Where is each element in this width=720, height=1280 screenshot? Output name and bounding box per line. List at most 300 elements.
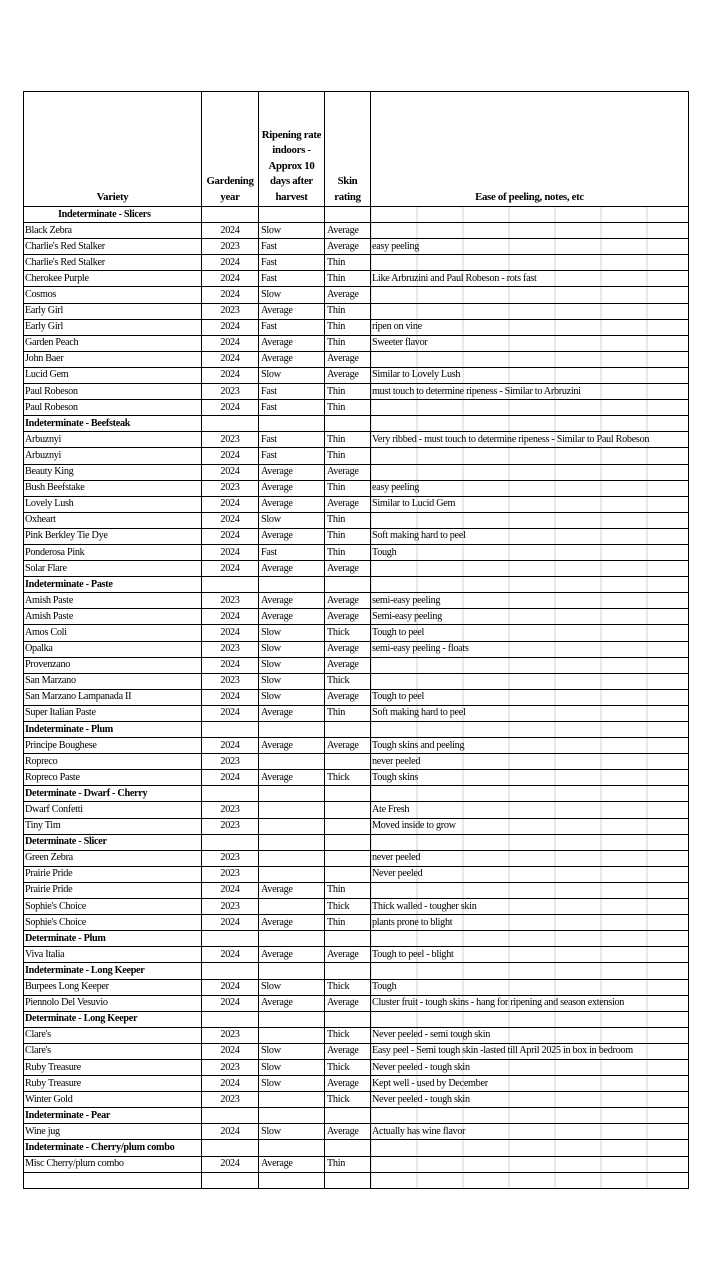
table-row [24, 882, 689, 898]
cell-ripening-rate: Slow [259, 641, 325, 657]
cell-ripening-rate: Average [259, 528, 325, 544]
cell-skin-rating [325, 754, 371, 770]
section-empty-cell [371, 577, 689, 593]
cell-skin-rating: Average [325, 223, 371, 239]
cell-variety: Misc Cherry/plum combo [24, 1156, 202, 1172]
cell-year: 2024 [202, 561, 259, 577]
section-empty-cell [325, 1011, 371, 1027]
section-empty-cell [325, 1140, 371, 1156]
cell-notes: Very ribbed - must touch to determine ripeness - Similar to Paul Robeson [371, 432, 689, 448]
section-empty-cell [371, 963, 689, 979]
cell-skin-rating: Average [325, 641, 371, 657]
cell-notes [371, 351, 689, 367]
header-skin-rating: Skin rating [325, 92, 371, 207]
cell-skin-rating: Thick [325, 625, 371, 641]
cell-variety [24, 1172, 202, 1188]
section-title: Indeterminate - Plum [24, 722, 202, 738]
cell-ripening-rate: Fast [259, 448, 325, 464]
section-header-row [24, 786, 689, 802]
cell-year: 2023 [202, 899, 259, 915]
cell-skin-rating: Thin [325, 400, 371, 416]
cell-variety: San Marzano Lampanada II [24, 689, 202, 705]
cell-variety: Cosmos [24, 287, 202, 303]
section-empty-cell [325, 207, 371, 223]
section-title: Determinate - Slicer [24, 834, 202, 850]
cell-notes [371, 287, 689, 303]
table-row [24, 432, 689, 448]
cell-year: 2024 [202, 770, 259, 786]
cell-year: 2024 [202, 625, 259, 641]
cell-variety: Early Girl [24, 303, 202, 319]
cell-ripening-rate: Fast [259, 400, 325, 416]
cell-notes: Soft making hard to peel [371, 705, 689, 721]
cell-year: 2023 [202, 850, 259, 866]
cell-notes: Tough to peel [371, 625, 689, 641]
cell-variety: Dwarf Confetti [24, 802, 202, 818]
cell-notes: Like Arbruzini and Paul Robeson - rots fast [371, 271, 689, 287]
section-header-row [24, 1140, 689, 1156]
cell-notes: Easy peel - Semi tough skin -lasted till April 2025 in box in bedroom [371, 1043, 689, 1059]
section-title: Determinate - Plum [24, 931, 202, 947]
cell-year: 2024 [202, 979, 259, 995]
cell-skin-rating: Thick [325, 673, 371, 689]
section-title: Indeterminate - Slicers [24, 207, 202, 223]
cell-year: 2023 [202, 480, 259, 496]
cell-ripening-rate: Average [259, 303, 325, 319]
cell-variety: Super Italian Paste [24, 705, 202, 721]
cell-ripening-rate [259, 802, 325, 818]
cell-notes [371, 1172, 689, 1188]
cell-skin-rating: Thin [325, 255, 371, 271]
section-empty-cell [325, 722, 371, 738]
cell-year: 2024 [202, 496, 259, 512]
cell-year: 2024 [202, 544, 259, 560]
cell-skin-rating: Thick [325, 1092, 371, 1108]
cell-year: 2024 [202, 223, 259, 239]
cell-year: 2024 [202, 657, 259, 673]
section-empty-cell [202, 722, 259, 738]
cell-ripening-rate: Slow [259, 512, 325, 528]
cell-skin-rating: Thick [325, 1027, 371, 1043]
section-empty-cell [325, 416, 371, 432]
section-header-row [24, 963, 689, 979]
cell-ripening-rate: Fast [259, 319, 325, 335]
cell-skin-rating: Average [325, 239, 371, 255]
cell-variety: Charlie's Red Stalker [24, 255, 202, 271]
table-row [24, 641, 689, 657]
cell-ripening-rate: Average [259, 947, 325, 963]
cell-notes: Kept well - used by December [371, 1076, 689, 1092]
cell-skin-rating: Average [325, 367, 371, 383]
table-row [24, 223, 689, 239]
cell-ripening-rate [259, 850, 325, 866]
cell-notes: Tough skins [371, 770, 689, 786]
section-header-row [24, 416, 689, 432]
section-empty-cell [325, 834, 371, 850]
cell-notes [371, 448, 689, 464]
header-notes: Ease of peeling, notes, etc [371, 92, 689, 207]
cell-ripening-rate: Average [259, 480, 325, 496]
table-row [24, 705, 689, 721]
cell-year: 2024 [202, 464, 259, 480]
cell-ripening-rate: Slow [259, 657, 325, 673]
cell-notes: Actually has wine flavor [371, 1124, 689, 1140]
table-row [24, 770, 689, 786]
cell-variety: Solar Flare [24, 561, 202, 577]
cell-skin-rating: Average [325, 1043, 371, 1059]
cell-year: 2024 [202, 367, 259, 383]
table-row [24, 1059, 689, 1075]
cell-variety: Amish Paste [24, 609, 202, 625]
table-row [24, 303, 689, 319]
section-empty-cell [259, 963, 325, 979]
cell-ripening-rate [259, 1172, 325, 1188]
cell-ripening-rate: Fast [259, 271, 325, 287]
cell-skin-rating: Thin [325, 882, 371, 898]
cell-ripening-rate [259, 899, 325, 915]
cell-year: 2023 [202, 432, 259, 448]
cell-notes: Never peeled - tough skin [371, 1059, 689, 1075]
table-row [24, 657, 689, 673]
cell-notes: never peeled [371, 850, 689, 866]
section-empty-cell [202, 1140, 259, 1156]
table-row [24, 947, 689, 963]
section-empty-cell [325, 963, 371, 979]
cell-ripening-rate [259, 1027, 325, 1043]
table-row [24, 496, 689, 512]
cell-skin-rating: Thin [325, 432, 371, 448]
table-row [24, 754, 689, 770]
cell-ripening-rate: Average [259, 335, 325, 351]
cell-notes: plants prone to blight [371, 915, 689, 931]
cell-variety: Ponderosa Pink [24, 544, 202, 560]
cell-year: 2024 [202, 1076, 259, 1092]
cell-year: 2024 [202, 947, 259, 963]
cell-year: 2024 [202, 915, 259, 931]
cell-notes [371, 561, 689, 577]
cell-variety: Oxheart [24, 512, 202, 528]
section-empty-cell [371, 834, 689, 850]
cell-ripening-rate: Slow [259, 1043, 325, 1059]
section-empty-cell [371, 722, 689, 738]
cell-notes: semi-easy peeling - floats [371, 641, 689, 657]
section-empty-cell [371, 207, 689, 223]
section-empty-cell [202, 416, 259, 432]
cell-year: 2024 [202, 528, 259, 544]
cell-skin-rating: Thin [325, 705, 371, 721]
cell-variety: Ropreco [24, 754, 202, 770]
cell-ripening-rate: Slow [259, 625, 325, 641]
cell-year: 2023 [202, 384, 259, 400]
cell-year: 2024 [202, 512, 259, 528]
cell-skin-rating: Thin [325, 384, 371, 400]
cell-year: 2024 [202, 1043, 259, 1059]
section-empty-cell [259, 416, 325, 432]
cell-variety: Ropreco Paste [24, 770, 202, 786]
cell-variety: Arbuznyi [24, 448, 202, 464]
cell-ripening-rate: Average [259, 1156, 325, 1172]
cell-ripening-rate: Fast [259, 384, 325, 400]
cell-variety: Charlie's Red Stalker [24, 239, 202, 255]
cell-skin-rating [325, 802, 371, 818]
section-empty-cell [259, 577, 325, 593]
cell-ripening-rate: Slow [259, 673, 325, 689]
cell-notes [371, 255, 689, 271]
cell-ripening-rate: Average [259, 770, 325, 786]
cell-year: 2024 [202, 335, 259, 351]
cell-variety: Amish Paste [24, 593, 202, 609]
cell-variety: Clare's [24, 1027, 202, 1043]
cell-year [202, 1172, 259, 1188]
cell-variety: Paul Robeson [24, 400, 202, 416]
section-empty-cell [325, 786, 371, 802]
section-empty-cell [202, 1108, 259, 1124]
table-row [24, 1043, 689, 1059]
section-header-row [24, 1108, 689, 1124]
header-year: Gardening year [202, 92, 259, 207]
table-row [24, 480, 689, 496]
cell-year: 2023 [202, 866, 259, 882]
cell-year: 2024 [202, 400, 259, 416]
table-row [24, 850, 689, 866]
cell-notes: Moved inside to grow [371, 818, 689, 834]
table-row [24, 271, 689, 287]
cell-year: 2024 [202, 705, 259, 721]
cell-notes: Tough to peel [371, 689, 689, 705]
table-body [24, 207, 689, 1189]
cell-skin-rating: Thick [325, 899, 371, 915]
cell-year: 2023 [202, 593, 259, 609]
table-row [24, 335, 689, 351]
section-empty-cell [371, 786, 689, 802]
cell-variety: Paul Robeson [24, 384, 202, 400]
cell-year: 2023 [202, 641, 259, 657]
section-title: Indeterminate - Long Keeper [24, 963, 202, 979]
table-row [24, 561, 689, 577]
cell-variety: Prairie Pride [24, 882, 202, 898]
cell-variety: Lucid Gem [24, 367, 202, 383]
cell-skin-rating: Thin [325, 544, 371, 560]
cell-ripening-rate: Slow [259, 367, 325, 383]
cell-variety: Ruby Treasure [24, 1059, 202, 1075]
cell-skin-rating: Thin [325, 512, 371, 528]
section-empty-cell [259, 1108, 325, 1124]
cell-variety: Winter Gold [24, 1092, 202, 1108]
cell-notes [371, 657, 689, 673]
cell-skin-rating: Thin [325, 448, 371, 464]
table-row [24, 738, 689, 754]
table-row [24, 319, 689, 335]
cell-year: 2024 [202, 448, 259, 464]
table-row [24, 528, 689, 544]
cell-ripening-rate: Fast [259, 255, 325, 271]
table-row [24, 866, 689, 882]
table-row [24, 673, 689, 689]
cell-variety: Amos Coli [24, 625, 202, 641]
cell-variety: Provenzano [24, 657, 202, 673]
cell-skin-rating: Average [325, 496, 371, 512]
cell-skin-rating [325, 850, 371, 866]
cell-notes: Tough [371, 544, 689, 560]
cell-notes: Semi-easy peeling [371, 609, 689, 625]
tomato-variety-table [23, 91, 689, 1189]
cell-ripening-rate: Slow [259, 979, 325, 995]
cell-ripening-rate: Average [259, 738, 325, 754]
section-empty-cell [202, 931, 259, 947]
table-row [24, 287, 689, 303]
cell-notes: Never peeled [371, 866, 689, 882]
section-empty-cell [202, 963, 259, 979]
cell-notes: Cluster fruit - tough skins - hang for ripening and season extension [371, 995, 689, 1011]
cell-notes: Tough to peel - blight [371, 947, 689, 963]
cell-notes: Tough skins and peeling [371, 738, 689, 754]
table-row [24, 1156, 689, 1172]
section-empty-cell [371, 1140, 689, 1156]
cell-year: 2023 [202, 1092, 259, 1108]
cell-skin-rating: Average [325, 947, 371, 963]
cell-skin-rating: Thin [325, 319, 371, 335]
header-row [24, 92, 689, 207]
cell-year: 2023 [202, 239, 259, 255]
section-title: Indeterminate - Paste [24, 577, 202, 593]
cell-skin-rating: Average [325, 351, 371, 367]
cell-notes: Never peeled - semi tough skin [371, 1027, 689, 1043]
cell-notes: never peeled [371, 754, 689, 770]
section-empty-cell [371, 931, 689, 947]
cell-ripening-rate [259, 1092, 325, 1108]
cell-variety: Viva Italia [24, 947, 202, 963]
section-empty-cell [259, 786, 325, 802]
cell-variety: Prairie Pride [24, 866, 202, 882]
table-row [24, 625, 689, 641]
cell-skin-rating: Average [325, 689, 371, 705]
header-variety: Variety [24, 92, 202, 207]
table-row [24, 818, 689, 834]
table-row [24, 1172, 689, 1188]
cell-notes [371, 464, 689, 480]
section-empty-cell [202, 207, 259, 223]
cell-variety: Ruby Treasure [24, 1076, 202, 1092]
cell-year: 2024 [202, 1124, 259, 1140]
cell-skin-rating: Thin [325, 1156, 371, 1172]
section-empty-cell [259, 931, 325, 947]
section-empty-cell [259, 1011, 325, 1027]
cell-ripening-rate: Slow [259, 223, 325, 239]
table-row [24, 1076, 689, 1092]
cell-year: 2023 [202, 303, 259, 319]
cell-year: 2024 [202, 351, 259, 367]
cell-variety: Wine jug [24, 1124, 202, 1140]
cell-year: 2024 [202, 271, 259, 287]
cell-notes [371, 673, 689, 689]
cell-skin-rating: Average [325, 738, 371, 754]
cell-variety: Green Zebra [24, 850, 202, 866]
table-row [24, 802, 689, 818]
cell-skin-rating: Average [325, 561, 371, 577]
cell-ripening-rate: Average [259, 995, 325, 1011]
cell-ripening-rate: Slow [259, 689, 325, 705]
section-title: Determinate - Long Keeper [24, 1011, 202, 1027]
cell-ripening-rate: Fast [259, 432, 325, 448]
cell-skin-rating: Thin [325, 528, 371, 544]
cell-ripening-rate: Slow [259, 287, 325, 303]
table-row [24, 1124, 689, 1140]
table-row [24, 544, 689, 560]
section-empty-cell [371, 1108, 689, 1124]
cell-variety: Principe Boughese [24, 738, 202, 754]
cell-variety: Burpees Long Keeper [24, 979, 202, 995]
cell-skin-rating: Average [325, 995, 371, 1011]
section-empty-cell [259, 1140, 325, 1156]
section-empty-cell [202, 577, 259, 593]
cell-notes: Tough [371, 979, 689, 995]
section-empty-cell [325, 1108, 371, 1124]
cell-year: 2023 [202, 1059, 259, 1075]
cell-notes: must touch to determine ripeness - Similar to Arbruzini [371, 384, 689, 400]
cell-variety: Early Girl [24, 319, 202, 335]
cell-notes [371, 882, 689, 898]
cell-variety: Bush Beefstake [24, 480, 202, 496]
cell-ripening-rate: Slow [259, 1124, 325, 1140]
section-empty-cell [325, 577, 371, 593]
cell-ripening-rate [259, 754, 325, 770]
table-row [24, 384, 689, 400]
cell-variety: Lovely Lush [24, 496, 202, 512]
cell-variety: Pink Berkley Tie Dye [24, 528, 202, 544]
cell-ripening-rate: Fast [259, 544, 325, 560]
table-row [24, 351, 689, 367]
cell-skin-rating: Thin [325, 271, 371, 287]
cell-skin-rating: Thick [325, 770, 371, 786]
cell-year: 2023 [202, 818, 259, 834]
cell-variety: San Marzano [24, 673, 202, 689]
cell-year: 2023 [202, 754, 259, 770]
section-header-row [24, 207, 689, 223]
section-header-row [24, 1011, 689, 1027]
cell-variety: Opalka [24, 641, 202, 657]
table-row [24, 1092, 689, 1108]
cell-notes: Similar to Lucid Gem [371, 496, 689, 512]
cell-year: 2024 [202, 255, 259, 271]
cell-year: 2023 [202, 802, 259, 818]
header-ripening-rate: Ripening rate indoors - Approx 10 days after harvest [259, 92, 325, 207]
cell-notes: easy peeling [371, 480, 689, 496]
cell-skin-rating: Thick [325, 979, 371, 995]
cell-year: 2024 [202, 689, 259, 705]
cell-variety: Piennolo Del Vesuvio [24, 995, 202, 1011]
cell-skin-rating: Thin [325, 480, 371, 496]
section-empty-cell [202, 786, 259, 802]
table-row [24, 239, 689, 255]
section-empty-cell [259, 207, 325, 223]
cell-ripening-rate [259, 818, 325, 834]
cell-ripening-rate: Slow [259, 1059, 325, 1075]
cell-ripening-rate: Average [259, 464, 325, 480]
section-title: Indeterminate - Cherry/plum combo [24, 1140, 202, 1156]
cell-variety: Arbuznyi [24, 432, 202, 448]
table-row [24, 995, 689, 1011]
table-row [24, 899, 689, 915]
table-row [24, 979, 689, 995]
cell-year: 2024 [202, 287, 259, 303]
table-row [24, 464, 689, 480]
table-row [24, 593, 689, 609]
cell-notes: easy peeling [371, 239, 689, 255]
cell-notes: semi-easy peeling [371, 593, 689, 609]
cell-year: 2024 [202, 738, 259, 754]
cell-skin-rating: Thick [325, 1059, 371, 1075]
section-header-row [24, 834, 689, 850]
